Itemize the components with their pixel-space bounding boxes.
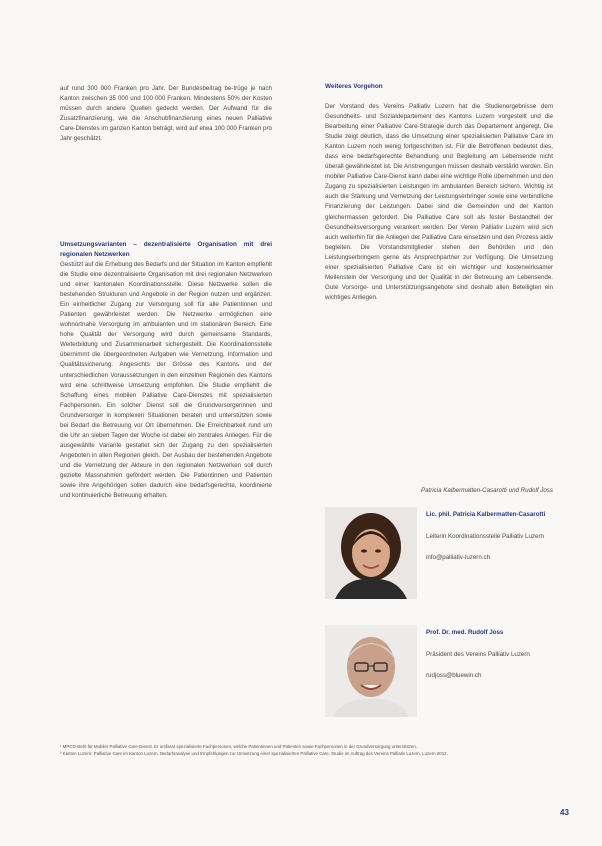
- author-photo-woman: [325, 507, 417, 599]
- author-bio-2: [426, 628, 556, 681]
- right-column: [325, 102, 553, 303]
- section-body: Gestützt auf die Erhebung des Bedarfs und der Situation im Kanton empfiehlt die Studie eine dezentralisierte Organisation mit drei regionalen Netzwerken und einer kantonalen Koordinationsstelle. Diese Netzwerke sollen die bestehenden Strukturen und Angebote in der Region nutzen und ergänzen. Ein einheitlicher Zugang zur Versorgung soll für alle Patientinnen und Patienten gewährleistet werden. Die Netzwerke ermöglichen eine wohnortnahe Versorgung im ambulanten und im stationären Bereich. Eine hohe Qualität der Versorgung wird durch gemeinsame Standards, Weiterbildung und Zusammenarbeit sichergestellt. Die Koordinationsstelle übernimmt die übergeordneten Aufgaben wie Vernetzung, Information und Qualitätssicherung. Angesichts der Grösse des Kantons und der unterschiedlichen Voraussetzungen in den einzelnen Regionen des Kantons wird eine schrittweise Umsetzung empfohlen. Die Studie empfiehlt die Schaffung eines mobilen Palliative Care-Dienstes mit spezialisierten Fachpersonen. Ein solcher Dienst soll die Grundversorgerinnen und Grundversorger in komplexen Situationen beraten und unterstützen sowie bei Bedarf die Betreuung vor Ort übernehmen. Die Erreichbarkeit rund um die Uhr an sieben Tagen der Woche ist dabei ein zentrales Anliegen. Für die ausgewählte Variante gestaltet sich der Zugang zu den spezialisierten Angeboten in allen Regionen gleich. Der Ausbau der bestehenden Angebote und die Vernetzung der Akteure in den regionalen Netzwerken soll durch gezielte Massnahmen gefördert werden. Die Patientinnen und Patienten sowie ihre Angehörigen sollen dadurch eine bedarfsgerechte, koordinierte und kontinuierliche Betreuung erhalten.: [60, 261, 272, 500]
- author-name: Lic. phil. Patricia Kalbermatten-Casarotti: [426, 511, 546, 518]
- section-heading: Umsetzungsvarianten – dezentralisierte Organisation mit drei regionalen Netzwerken: [60, 241, 272, 258]
- left-column: [60, 84, 272, 144]
- author-bio-1: [426, 510, 556, 563]
- page-number: 43: [560, 808, 569, 817]
- left-section: [60, 240, 272, 501]
- right-body: Der Vorstand des Vereins Palliativ Luzern hat die Studienergebnisse dem Gesundheits- und Sozialdepartement des Kantons Luzern vorgestellt und die Bearbeitung einer Palliative Care-Strategie durch das Departement angeregt. Die Studie zeigt deutlich, dass die Umsetzung einer spezialisierten Palliative Care im Kanton Luzern noch wenig fortgeschritten ist. Für die Betroffenen bedeutet dies, dass eine bedarfsgerechte Behandlung und Begleitung am Lebensende nicht überall gewährleistet ist. Die Anstrengungen müssen deshalb verstärkt werden. Ein mobiler Palliative Care-Dienst kann dabei eine wichtige Rolle übernehmen und den Zugang zu spezialisierten Leistungen im ambulanten Bereich sichern. Wichtig ist auch die Stärkung und Vernetzung der Leistungserbringer sowie eine verbindliche Finanzierung der Leistungen. Dabei sind die Gemeinden und der Kanton gleichermassen gefordert. Die Palliative Care soll als fester Bestandteil der Gesundheitsversorgung verankert werden. Der Verein Palliativ Luzern wird sich auch weiterhin für die Anliegen der Palliative Care einsetzen und den Prozess aktiv begleiten. Die Vorstandsmitglieder stehen den Behörden und den Leistungserbringern gerne als Ansprechpartner zur Verfügung. Die Umsetzung einer spezialisierten Palliative Care ist ein wichtiger und kostenwirksamer Meilenstein der Versorgung und der Qualität in der Betreuung am Lebensende. Gute Vorsorge- und Unterstützungsangebote sind deshalb allen Beteiligten ein wichtiges Anliegen.: [325, 103, 553, 301]
- footnotes: [60, 744, 555, 757]
- signoff: Patricia Kalbermatten-Casarotti und Rudolf Joss: [420, 487, 553, 494]
- author-photo-man: [325, 625, 417, 717]
- right-heading: Weiteres Vorgehon: [325, 83, 383, 90]
- author-email: rudjoss@bluewin.ch: [426, 672, 482, 679]
- intro-paragraph: auf rund 300 000 Franken pro Jahr. Der Bundesbeitrag be-trüge je nach Kanton zwischen 35 000 und 100 000 Franken. Mindestens 50% der Kosten müssen durch andere Quellen gedeckt werden. Der Aufwand für die Zusatzfinanzierung, wie die Anschubfinanzierung eines neuen Palliative Care-Dienstes im ganzen Kanton beträgt, wird auf etwa 100 000 Franken pro Jahr geschätzt.: [60, 85, 272, 143]
- author-email: info@palliativ-luzern.ch: [426, 554, 491, 561]
- footnote: ² Kanton Luzern: Palliative Care im Kanton Luzern. Bedarfsanalyse und Empfehlungen zur Umsetzung einer spezialisierten Palliative Care. Studie im Auftrag des Vereins Palliativ Luzern, Luzern 2012.: [60, 750, 448, 756]
- author-name: Prof. Dr. med. Rudolf Joss: [426, 629, 504, 636]
- author-role: Leiterin Koordinationsstelle Palliativ Luzern: [426, 532, 544, 540]
- footnote: ¹ MPCD steht für Mobiler Palliative Care-Dienst. Er umfasst spezialisierte Fachpersonen, welche Patientinnen und Patienten sowie Fachpersonen in der Grundversorgung unterstützen.: [60, 744, 418, 749]
- author-role: Präsident des Vereins Palliativ Luzern: [426, 650, 530, 658]
